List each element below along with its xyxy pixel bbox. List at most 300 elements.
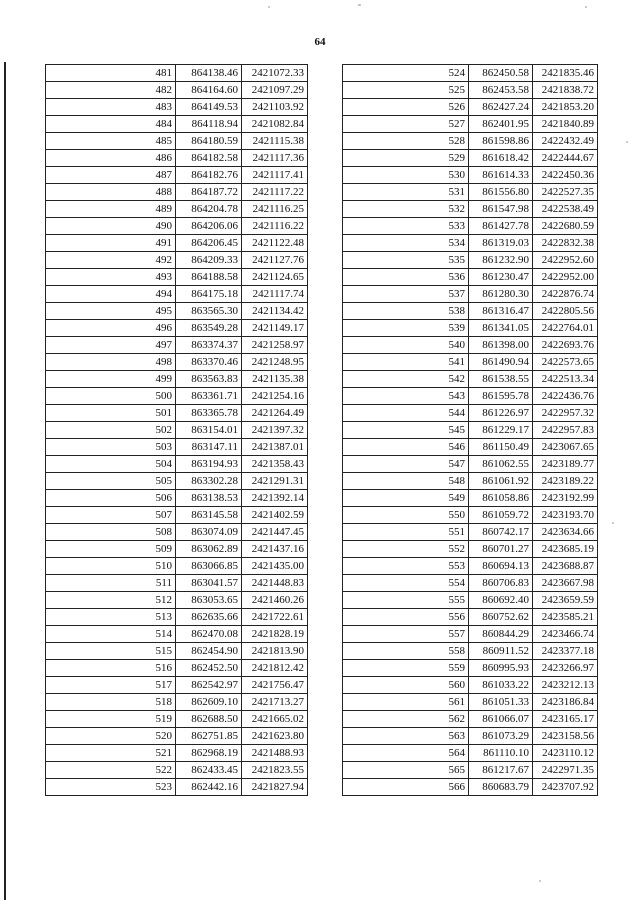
table-row bbox=[343, 65, 598, 82]
x-coordinate-cell: 861280.30 bbox=[469, 286, 533, 303]
table-row bbox=[46, 269, 308, 286]
table-row bbox=[343, 167, 598, 184]
y-coordinate-cell: 2421149.17 bbox=[242, 320, 308, 337]
x-coordinate-cell: 863361.71 bbox=[176, 388, 242, 405]
table-row bbox=[343, 422, 598, 439]
x-coordinate-cell: 860694.13 bbox=[469, 558, 533, 575]
x-coordinate-cell: 861150.49 bbox=[469, 439, 533, 456]
point-number-cell: 484 bbox=[46, 116, 176, 133]
x-coordinate-cell: 861232.90 bbox=[469, 252, 533, 269]
y-coordinate-cell: 2421122.48 bbox=[242, 235, 308, 252]
y-coordinate-cell: 2423165.17 bbox=[533, 711, 598, 728]
table-row bbox=[46, 150, 308, 167]
table-row bbox=[46, 779, 308, 796]
x-coordinate-cell: 861398.00 bbox=[469, 337, 533, 354]
table-row bbox=[46, 371, 308, 388]
y-coordinate-cell: 2422513.34 bbox=[533, 371, 598, 388]
point-number-cell: 512 bbox=[46, 592, 176, 609]
y-coordinate-cell: 2422952.60 bbox=[533, 252, 598, 269]
point-number-cell: 545 bbox=[343, 422, 469, 439]
y-coordinate-cell: 2423266.97 bbox=[533, 660, 598, 677]
table-row bbox=[343, 626, 598, 643]
table-row bbox=[46, 524, 308, 541]
point-number-cell: 517 bbox=[46, 677, 176, 694]
y-coordinate-cell: 2421437.16 bbox=[242, 541, 308, 558]
x-coordinate-cell: 861059.72 bbox=[469, 507, 533, 524]
y-coordinate-cell: 2421387.01 bbox=[242, 439, 308, 456]
table-row bbox=[343, 371, 598, 388]
x-coordinate-cell: 861033.22 bbox=[469, 677, 533, 694]
point-number-cell: 529 bbox=[343, 150, 469, 167]
table-row bbox=[46, 133, 308, 150]
y-coordinate-cell: 2422573.65 bbox=[533, 354, 598, 371]
x-coordinate-cell: 862401.95 bbox=[469, 116, 533, 133]
table-row bbox=[343, 269, 598, 286]
y-coordinate-cell: 2421124.65 bbox=[242, 269, 308, 286]
y-coordinate-cell: 2423466.74 bbox=[533, 626, 598, 643]
x-coordinate-cell: 860701.27 bbox=[469, 541, 533, 558]
y-coordinate-cell: 2423585.21 bbox=[533, 609, 598, 626]
x-coordinate-cell: 861547.98 bbox=[469, 201, 533, 218]
table-row bbox=[343, 456, 598, 473]
table-row bbox=[46, 558, 308, 575]
x-coordinate-cell: 864138.46 bbox=[176, 65, 242, 82]
table-row bbox=[343, 660, 598, 677]
point-number-cell: 513 bbox=[46, 609, 176, 626]
table-row bbox=[343, 473, 598, 490]
y-coordinate-cell: 2421103.92 bbox=[242, 99, 308, 116]
point-number-cell: 516 bbox=[46, 660, 176, 677]
table-row bbox=[46, 507, 308, 524]
y-coordinate-cell: 2421115.38 bbox=[242, 133, 308, 150]
table-row bbox=[343, 320, 598, 337]
y-coordinate-cell: 2421097.29 bbox=[242, 82, 308, 99]
table-row bbox=[343, 184, 598, 201]
table-row bbox=[343, 150, 598, 167]
point-number-cell: 505 bbox=[46, 473, 176, 490]
table-row bbox=[343, 694, 598, 711]
x-coordinate-cell: 863074.09 bbox=[176, 524, 242, 541]
x-coordinate-cell: 862442.16 bbox=[176, 779, 242, 796]
table-row bbox=[343, 728, 598, 745]
y-coordinate-cell: 2421117.74 bbox=[242, 286, 308, 303]
point-number-cell: 562 bbox=[343, 711, 469, 728]
y-coordinate-cell: 2421127.76 bbox=[242, 252, 308, 269]
table-row bbox=[343, 201, 598, 218]
x-coordinate-cell: 862635.66 bbox=[176, 609, 242, 626]
x-coordinate-cell: 860995.93 bbox=[469, 660, 533, 677]
point-number-cell: 527 bbox=[343, 116, 469, 133]
x-coordinate-cell: 864204.78 bbox=[176, 201, 242, 218]
point-number-cell: 494 bbox=[46, 286, 176, 303]
x-coordinate-cell: 861062.55 bbox=[469, 456, 533, 473]
x-coordinate-cell: 862452.50 bbox=[176, 660, 242, 677]
x-coordinate-cell: 861226.97 bbox=[469, 405, 533, 422]
point-number-cell: 556 bbox=[343, 609, 469, 626]
y-coordinate-cell: 2421082.84 bbox=[242, 116, 308, 133]
point-number-cell: 542 bbox=[343, 371, 469, 388]
coordinates-table-left bbox=[45, 64, 308, 796]
table-row bbox=[46, 711, 308, 728]
point-number-cell: 501 bbox=[46, 405, 176, 422]
x-coordinate-cell: 863370.46 bbox=[176, 354, 242, 371]
x-coordinate-cell: 861110.10 bbox=[469, 745, 533, 762]
x-coordinate-cell: 864187.72 bbox=[176, 184, 242, 201]
point-number-cell: 531 bbox=[343, 184, 469, 201]
table-row bbox=[46, 473, 308, 490]
y-coordinate-cell: 2423685.19 bbox=[533, 541, 598, 558]
point-number-cell: 525 bbox=[343, 82, 469, 99]
table-row bbox=[46, 65, 308, 82]
point-number-cell: 502 bbox=[46, 422, 176, 439]
point-number-cell: 491 bbox=[46, 235, 176, 252]
x-coordinate-cell: 863066.85 bbox=[176, 558, 242, 575]
point-number-cell: 543 bbox=[343, 388, 469, 405]
table-row bbox=[343, 252, 598, 269]
x-coordinate-cell: 860683.79 bbox=[469, 779, 533, 796]
table-row bbox=[343, 337, 598, 354]
table-row bbox=[46, 286, 308, 303]
x-coordinate-cell: 861490.94 bbox=[469, 354, 533, 371]
y-coordinate-cell: 2421072.33 bbox=[242, 65, 308, 82]
y-coordinate-cell: 2421840.89 bbox=[533, 116, 598, 133]
table-row bbox=[46, 762, 308, 779]
x-coordinate-cell: 860844.29 bbox=[469, 626, 533, 643]
coordinates-table-body bbox=[343, 65, 598, 796]
table-row bbox=[46, 99, 308, 116]
scan-speck bbox=[585, 6, 587, 8]
table-row bbox=[46, 116, 308, 133]
point-number-cell: 498 bbox=[46, 354, 176, 371]
point-number-cell: 519 bbox=[46, 711, 176, 728]
table-row bbox=[343, 745, 598, 762]
x-coordinate-cell: 863145.58 bbox=[176, 507, 242, 524]
y-coordinate-cell: 2423688.87 bbox=[533, 558, 598, 575]
y-coordinate-cell: 2421117.41 bbox=[242, 167, 308, 184]
y-coordinate-cell: 2423377.18 bbox=[533, 643, 598, 660]
x-coordinate-cell: 861538.55 bbox=[469, 371, 533, 388]
table-row bbox=[343, 82, 598, 99]
y-coordinate-cell: 2421838.72 bbox=[533, 82, 598, 99]
table-row bbox=[46, 728, 308, 745]
table-row bbox=[46, 609, 308, 626]
table-row bbox=[343, 218, 598, 235]
point-number-cell: 552 bbox=[343, 541, 469, 558]
y-coordinate-cell: 2422693.76 bbox=[533, 337, 598, 354]
table-row bbox=[46, 252, 308, 269]
x-coordinate-cell: 862427.24 bbox=[469, 99, 533, 116]
y-coordinate-cell: 2422527.35 bbox=[533, 184, 598, 201]
point-number-cell: 553 bbox=[343, 558, 469, 575]
y-coordinate-cell: 2422764.01 bbox=[533, 320, 598, 337]
x-coordinate-cell: 861316.47 bbox=[469, 303, 533, 320]
point-number-cell: 560 bbox=[343, 677, 469, 694]
point-number-cell: 554 bbox=[343, 575, 469, 592]
point-number-cell: 511 bbox=[46, 575, 176, 592]
table-row bbox=[46, 405, 308, 422]
table-row bbox=[343, 405, 598, 422]
x-coordinate-cell: 860706.83 bbox=[469, 575, 533, 592]
table-row bbox=[343, 490, 598, 507]
x-coordinate-cell: 862688.50 bbox=[176, 711, 242, 728]
y-coordinate-cell: 2421254.16 bbox=[242, 388, 308, 405]
y-coordinate-cell: 2423212.13 bbox=[533, 677, 598, 694]
table-row bbox=[46, 303, 308, 320]
x-coordinate-cell: 861598.86 bbox=[469, 133, 533, 150]
x-coordinate-cell: 861341.05 bbox=[469, 320, 533, 337]
y-coordinate-cell: 2423667.98 bbox=[533, 575, 598, 592]
point-number-cell: 496 bbox=[46, 320, 176, 337]
x-coordinate-cell: 861066.07 bbox=[469, 711, 533, 728]
x-coordinate-cell: 863302.28 bbox=[176, 473, 242, 490]
point-number-cell: 540 bbox=[343, 337, 469, 354]
point-number-cell: 492 bbox=[46, 252, 176, 269]
point-number-cell: 558 bbox=[343, 643, 469, 660]
x-coordinate-cell: 863053.65 bbox=[176, 592, 242, 609]
point-number-cell: 559 bbox=[343, 660, 469, 677]
table-row bbox=[343, 779, 598, 796]
table-row bbox=[46, 439, 308, 456]
table-row bbox=[46, 422, 308, 439]
x-coordinate-cell: 862542.97 bbox=[176, 677, 242, 694]
x-coordinate-cell: 861618.42 bbox=[469, 150, 533, 167]
x-coordinate-cell: 864175.18 bbox=[176, 286, 242, 303]
point-number-cell: 509 bbox=[46, 541, 176, 558]
point-number-cell: 481 bbox=[46, 65, 176, 82]
table-row bbox=[46, 235, 308, 252]
x-coordinate-cell: 863563.83 bbox=[176, 371, 242, 388]
x-coordinate-cell: 862751.85 bbox=[176, 728, 242, 745]
point-number-cell: 530 bbox=[343, 167, 469, 184]
y-coordinate-cell: 2421397.32 bbox=[242, 422, 308, 439]
y-coordinate-cell: 2421853.20 bbox=[533, 99, 598, 116]
y-coordinate-cell: 2421135.38 bbox=[242, 371, 308, 388]
table-row bbox=[46, 167, 308, 184]
point-number-cell: 564 bbox=[343, 745, 469, 762]
point-number-cell: 488 bbox=[46, 184, 176, 201]
x-coordinate-cell: 863147.11 bbox=[176, 439, 242, 456]
point-number-cell: 499 bbox=[46, 371, 176, 388]
point-number-cell: 537 bbox=[343, 286, 469, 303]
point-number-cell: 555 bbox=[343, 592, 469, 609]
y-coordinate-cell: 2421358.43 bbox=[242, 456, 308, 473]
x-coordinate-cell: 863194.93 bbox=[176, 456, 242, 473]
x-coordinate-cell: 862470.08 bbox=[176, 626, 242, 643]
y-coordinate-cell: 2421248.95 bbox=[242, 354, 308, 371]
table-row bbox=[46, 643, 308, 660]
x-coordinate-cell: 864182.76 bbox=[176, 167, 242, 184]
point-number-cell: 497 bbox=[46, 337, 176, 354]
y-coordinate-cell: 2421488.93 bbox=[242, 745, 308, 762]
point-number-cell: 541 bbox=[343, 354, 469, 371]
point-number-cell: 547 bbox=[343, 456, 469, 473]
table-row bbox=[343, 133, 598, 150]
point-number-cell: 507 bbox=[46, 507, 176, 524]
point-number-cell: 551 bbox=[343, 524, 469, 541]
y-coordinate-cell: 2421117.36 bbox=[242, 150, 308, 167]
y-coordinate-cell: 2422832.38 bbox=[533, 235, 598, 252]
point-number-cell: 490 bbox=[46, 218, 176, 235]
table-row bbox=[46, 745, 308, 762]
y-coordinate-cell: 2421116.22 bbox=[242, 218, 308, 235]
y-coordinate-cell: 2421713.27 bbox=[242, 694, 308, 711]
table-row bbox=[46, 82, 308, 99]
y-coordinate-cell: 2423067.65 bbox=[533, 439, 598, 456]
y-coordinate-cell: 2422971.35 bbox=[533, 762, 598, 779]
table-row bbox=[343, 507, 598, 524]
x-coordinate-cell: 864206.06 bbox=[176, 218, 242, 235]
y-coordinate-cell: 2421835.46 bbox=[533, 65, 598, 82]
y-coordinate-cell: 2423110.12 bbox=[533, 745, 598, 762]
y-coordinate-cell: 2422680.59 bbox=[533, 218, 598, 235]
table-row bbox=[46, 541, 308, 558]
x-coordinate-cell: 861217.67 bbox=[469, 762, 533, 779]
x-coordinate-cell: 862453.58 bbox=[469, 82, 533, 99]
table-row bbox=[343, 524, 598, 541]
table-row bbox=[46, 626, 308, 643]
scan-speck bbox=[358, 4, 361, 6]
x-coordinate-cell: 863041.57 bbox=[176, 575, 242, 592]
y-coordinate-cell: 2421447.45 bbox=[242, 524, 308, 541]
point-number-cell: 549 bbox=[343, 490, 469, 507]
table-row bbox=[46, 660, 308, 677]
table-row bbox=[343, 354, 598, 371]
y-coordinate-cell: 2421258.97 bbox=[242, 337, 308, 354]
table-row bbox=[343, 558, 598, 575]
table-row bbox=[46, 320, 308, 337]
x-coordinate-cell: 863062.89 bbox=[176, 541, 242, 558]
table-row bbox=[46, 218, 308, 235]
coordinates-table-right bbox=[342, 64, 598, 796]
point-number-cell: 528 bbox=[343, 133, 469, 150]
y-coordinate-cell: 2423707.92 bbox=[533, 779, 598, 796]
x-coordinate-cell: 861427.78 bbox=[469, 218, 533, 235]
x-coordinate-cell: 864164.60 bbox=[176, 82, 242, 99]
y-coordinate-cell: 2421402.59 bbox=[242, 507, 308, 524]
scan-speck bbox=[539, 880, 541, 882]
x-coordinate-cell: 864149.53 bbox=[176, 99, 242, 116]
x-coordinate-cell: 863138.53 bbox=[176, 490, 242, 507]
y-coordinate-cell: 2421823.55 bbox=[242, 762, 308, 779]
point-number-cell: 561 bbox=[343, 694, 469, 711]
coordinates-table-body bbox=[46, 65, 308, 796]
y-coordinate-cell: 2422805.56 bbox=[533, 303, 598, 320]
table-row bbox=[46, 184, 308, 201]
point-number-cell: 535 bbox=[343, 252, 469, 269]
x-coordinate-cell: 863374.37 bbox=[176, 337, 242, 354]
x-coordinate-cell: 862609.10 bbox=[176, 694, 242, 711]
x-coordinate-cell: 864182.58 bbox=[176, 150, 242, 167]
y-coordinate-cell: 2421812.42 bbox=[242, 660, 308, 677]
point-number-cell: 539 bbox=[343, 320, 469, 337]
point-number-cell: 548 bbox=[343, 473, 469, 490]
point-number-cell: 500 bbox=[46, 388, 176, 405]
table-row bbox=[343, 303, 598, 320]
x-coordinate-cell: 861319.03 bbox=[469, 235, 533, 252]
point-number-cell: 563 bbox=[343, 728, 469, 745]
scan-speck bbox=[612, 522, 614, 524]
x-coordinate-cell: 861614.33 bbox=[469, 167, 533, 184]
y-coordinate-cell: 2421116.25 bbox=[242, 201, 308, 218]
y-coordinate-cell: 2422444.67 bbox=[533, 150, 598, 167]
y-coordinate-cell: 2422957.83 bbox=[533, 422, 598, 439]
point-number-cell: 550 bbox=[343, 507, 469, 524]
y-coordinate-cell: 2422952.00 bbox=[533, 269, 598, 286]
point-number-cell: 521 bbox=[46, 745, 176, 762]
table-row bbox=[46, 456, 308, 473]
x-coordinate-cell: 862450.58 bbox=[469, 65, 533, 82]
point-number-cell: 546 bbox=[343, 439, 469, 456]
point-number-cell: 522 bbox=[46, 762, 176, 779]
table-row bbox=[46, 354, 308, 371]
y-coordinate-cell: 2423192.99 bbox=[533, 490, 598, 507]
y-coordinate-cell: 2423634.66 bbox=[533, 524, 598, 541]
point-number-cell: 520 bbox=[46, 728, 176, 745]
y-coordinate-cell: 2423189.22 bbox=[533, 473, 598, 490]
x-coordinate-cell: 860911.52 bbox=[469, 643, 533, 660]
x-coordinate-cell: 860752.62 bbox=[469, 609, 533, 626]
point-number-cell: 506 bbox=[46, 490, 176, 507]
y-coordinate-cell: 2421435.00 bbox=[242, 558, 308, 575]
table-row bbox=[46, 337, 308, 354]
x-coordinate-cell: 861556.80 bbox=[469, 184, 533, 201]
table-row bbox=[46, 694, 308, 711]
x-coordinate-cell: 860742.17 bbox=[469, 524, 533, 541]
table-row bbox=[46, 575, 308, 592]
table-row bbox=[46, 388, 308, 405]
table-row bbox=[343, 388, 598, 405]
x-coordinate-cell: 861073.29 bbox=[469, 728, 533, 745]
y-coordinate-cell: 2422876.74 bbox=[533, 286, 598, 303]
table-row bbox=[343, 575, 598, 592]
point-number-cell: 536 bbox=[343, 269, 469, 286]
point-number-cell: 487 bbox=[46, 167, 176, 184]
y-coordinate-cell: 2421665.02 bbox=[242, 711, 308, 728]
point-number-cell: 486 bbox=[46, 150, 176, 167]
table-row bbox=[343, 677, 598, 694]
table-row bbox=[343, 439, 598, 456]
point-number-cell: 493 bbox=[46, 269, 176, 286]
x-coordinate-cell: 864188.58 bbox=[176, 269, 242, 286]
x-coordinate-cell: 864180.59 bbox=[176, 133, 242, 150]
y-coordinate-cell: 2421448.83 bbox=[242, 575, 308, 592]
table-row bbox=[343, 235, 598, 252]
y-coordinate-cell: 2422538.49 bbox=[533, 201, 598, 218]
point-number-cell: 526 bbox=[343, 99, 469, 116]
left-margin-rule bbox=[4, 62, 6, 900]
point-number-cell: 565 bbox=[343, 762, 469, 779]
x-coordinate-cell: 861595.78 bbox=[469, 388, 533, 405]
table-row bbox=[46, 201, 308, 218]
x-coordinate-cell: 862454.90 bbox=[176, 643, 242, 660]
y-coordinate-cell: 2421827.94 bbox=[242, 779, 308, 796]
point-number-cell: 510 bbox=[46, 558, 176, 575]
y-coordinate-cell: 2421756.47 bbox=[242, 677, 308, 694]
point-number-cell: 557 bbox=[343, 626, 469, 643]
point-number-cell: 518 bbox=[46, 694, 176, 711]
x-coordinate-cell: 861230.47 bbox=[469, 269, 533, 286]
point-number-cell: 482 bbox=[46, 82, 176, 99]
y-coordinate-cell: 2423189.77 bbox=[533, 456, 598, 473]
x-coordinate-cell: 864206.45 bbox=[176, 235, 242, 252]
x-coordinate-cell: 862433.45 bbox=[176, 762, 242, 779]
y-coordinate-cell: 2422432.49 bbox=[533, 133, 598, 150]
y-coordinate-cell: 2421813.90 bbox=[242, 643, 308, 660]
x-coordinate-cell: 861061.92 bbox=[469, 473, 533, 490]
point-number-cell: 485 bbox=[46, 133, 176, 150]
y-coordinate-cell: 2421392.14 bbox=[242, 490, 308, 507]
point-number-cell: 524 bbox=[343, 65, 469, 82]
